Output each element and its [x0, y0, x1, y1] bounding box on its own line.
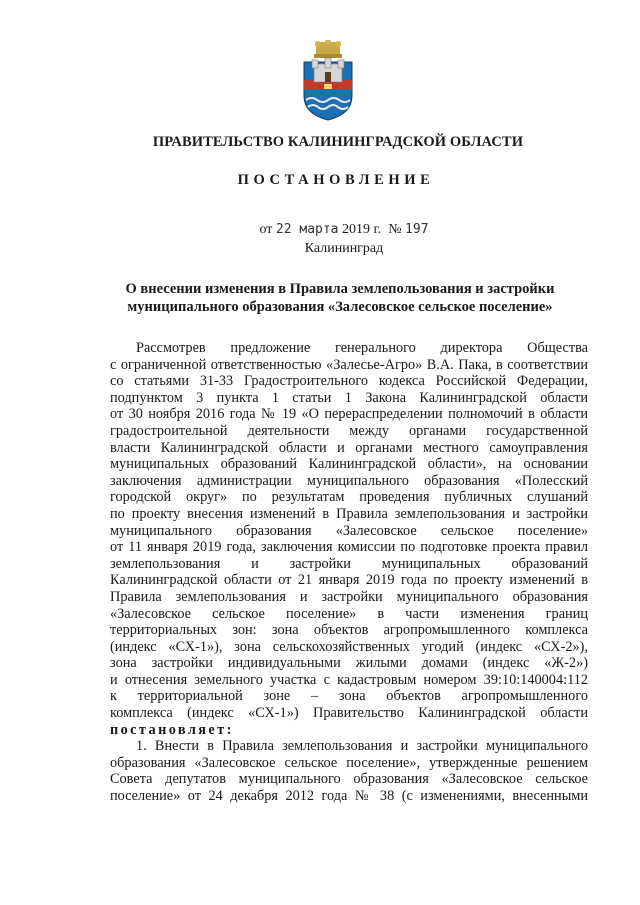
body-line: от 30 ноября 2016 года № 19 «О перераспределении полномочий в области — [110, 406, 588, 423]
body-line: территориальных зон: зона объектов агропромышленного комплекса — [110, 622, 588, 639]
resolves-keyword: постановляет: — [110, 721, 234, 738]
body-line: «Залесовское сельское поселение» в части изменения границ — [110, 605, 588, 622]
body-line: по проекту внесения изменений в Правила землепользования и застройки — [110, 505, 588, 522]
date-prefix: от — [259, 222, 273, 237]
body-line: от 11 января 2019 года, заключения комиссии по подготовке проекта правил — [110, 539, 588, 556]
body-line: градостроительной деятельности между органами государственной — [110, 422, 588, 439]
body-line: Рассмотрев предложение генерального директора Общества — [136, 340, 588, 356]
body-line: со статьями 31-33 Градостроительного кодекса Российской Федерации, — [110, 373, 588, 390]
decree-number: 197 — [405, 222, 429, 237]
body-line: к территориальной зоне – зона объектов агропромышленного — [110, 688, 588, 705]
body-line: Калининградской области от 21 января 2019 года по проекту изменений в — [110, 572, 588, 589]
subject-line: муниципального образования «Залесовское сельское поселение» — [127, 299, 553, 315]
decree-body — [110, 340, 588, 805]
body-line: подпунктом 3 пункта 1 статьи 1 Закона Калининградской области — [110, 389, 588, 406]
body-line: Правила землепользования и застройки муниципального образования — [110, 588, 588, 605]
body-line: и отнесения земельного участка с кадастровым номером 39:10:140004:112 — [110, 671, 588, 688]
body-line: с ограниченной ответственностью «Залесье-Агро» В.А. Пака, в соответствии — [110, 356, 588, 373]
subject-line: О внесении изменения в Правила землепользования и застройки — [125, 281, 555, 297]
date-number-line — [0, 222, 640, 238]
body-line: власти Калининградской области и органами местного самоуправления — [110, 439, 588, 456]
year: 2019 г. — [342, 222, 382, 237]
number-sign: № — [388, 222, 402, 237]
city-name: Калининград — [304, 241, 384, 256]
body-line: зона застройки индивидуальными жилыми домами (индекс «Ж-2») — [110, 655, 588, 672]
item-line: поселение» от 24 декабря 2012 года № 38 (с изменениями, внесенными — [110, 788, 588, 805]
document-type-title: ПОСТАНОВЛЕНИЕ — [237, 172, 435, 188]
body-line: землепользования и застройки муниципальных образований — [110, 555, 588, 572]
body-line: муниципальных образований Калининградской области», на основании — [110, 456, 588, 473]
item-line: Совета депутатов муниципального образования «Залесовское сельское — [110, 771, 588, 788]
coat-of-arms-emblem — [296, 40, 360, 122]
body-line: муниципального образования «Залесовское сельское поселение» — [110, 522, 588, 539]
item-line: 1. Внести в Правила землепользования и застройки муниципального — [136, 738, 588, 755]
body-line: городской округ» по результатам проведения публичных слушаний — [110, 489, 588, 506]
decree-subject — [100, 280, 580, 316]
body-line: (индекс «СХ-1»), зона сельскохозяйственных угодий (индекс «СХ-2»), — [110, 638, 588, 655]
date-value: 22 марта — [275, 222, 339, 237]
body-line: заключения администрации муниципального образования «Полесский — [110, 472, 588, 489]
government-title: ПРАВИТЕЛЬСТВО КАЛИНИНГРАДСКОЙ ОБЛАСТИ — [152, 134, 524, 150]
body-line: комплекса (индекс «СХ-1») Правительство Калининградской области — [110, 705, 588, 722]
item-line: образования «Залесовское сельское поселение», утвержденные решением — [110, 754, 588, 771]
